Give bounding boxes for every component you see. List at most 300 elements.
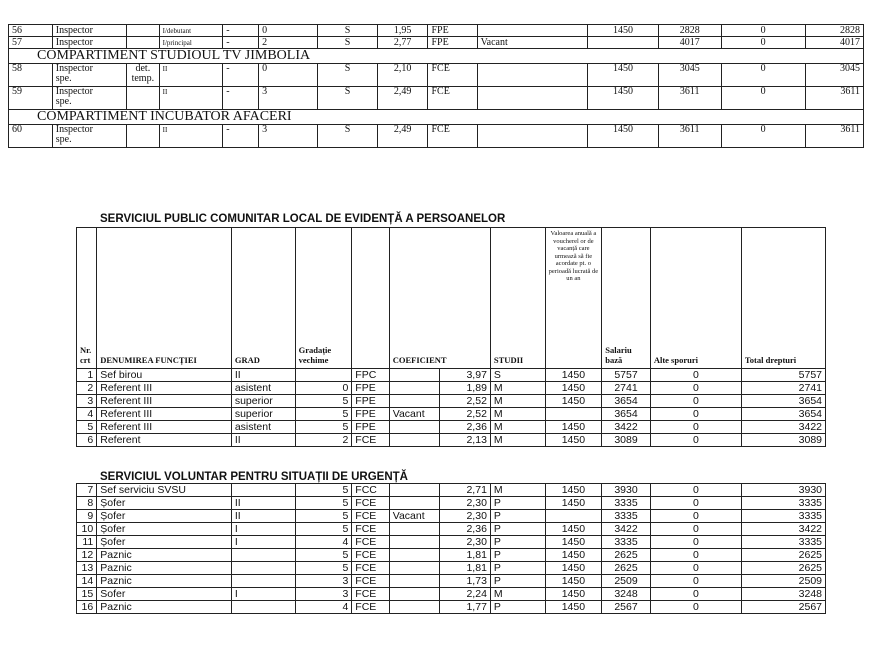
cell-alte: 0 <box>650 588 741 601</box>
cell-grad: II <box>231 510 295 523</box>
cell-functie <box>52 64 126 87</box>
cell-salariu: 2509 <box>602 575 651 588</box>
cell-total: 3089 <box>741 434 825 447</box>
cell-fp: FCE <box>428 125 477 148</box>
cell-vacant <box>389 369 440 382</box>
cell-vacant <box>477 25 588 37</box>
cell-total: 2625 <box>741 549 825 562</box>
cell-coef: 1,89 <box>440 382 491 395</box>
cell-vacant <box>389 588 440 601</box>
cell-functie: Sef serviciu SVSU <box>97 484 232 497</box>
cell-nr: 60 <box>9 125 53 148</box>
table-row <box>77 562 826 575</box>
cell-fp: FCE <box>428 87 477 110</box>
table-row <box>77 421 826 434</box>
cell-alte: 0 <box>650 562 741 575</box>
cell-alte: 0 <box>650 510 741 523</box>
header-salariu: Salariu bază <box>602 228 651 369</box>
section-header-row <box>9 49 864 64</box>
cell-studii: P <box>490 601 545 614</box>
cell-functie: Sef birou <box>97 369 232 382</box>
cell-total: 3335 <box>741 497 825 510</box>
cell-vacant: Vacant <box>389 408 440 421</box>
cell-studii: M <box>490 484 545 497</box>
cell-alte: 0 <box>650 575 741 588</box>
cell-functie: Paznic <box>97 562 232 575</box>
top-staff-table <box>8 24 864 148</box>
cell-valoare: 1450 <box>545 588 602 601</box>
cell-nr: 7 <box>77 484 97 497</box>
tip-line: det. <box>135 63 151 74</box>
cell-c1: - <box>223 64 259 87</box>
cell-valoare: 1450 <box>545 575 602 588</box>
cell-fp: FCE <box>352 497 389 510</box>
cell-coef: 2,49 <box>377 87 428 110</box>
cell-total: 4017 <box>805 37 863 49</box>
cell-grad: II <box>159 125 223 148</box>
functie-line: Inspector <box>55 63 93 74</box>
functie-line-2: spe. <box>55 134 72 145</box>
table-row <box>9 87 864 110</box>
cell-salariu: 3422 <box>602 523 651 536</box>
cell-salariu: 3248 <box>602 588 651 601</box>
cell-valoare <box>588 37 659 49</box>
cell-nr: 5 <box>77 421 97 434</box>
cell-alte: 0 <box>721 125 805 148</box>
cell-coef: 2,71 <box>440 484 491 497</box>
cell-total: 3335 <box>741 536 825 549</box>
cell-gradatie: 5 <box>295 484 352 497</box>
cell-fp: FCE <box>352 601 389 614</box>
cell-gradatie: 0 <box>259 25 318 37</box>
cell-total: 2741 <box>741 382 825 395</box>
cell-fp: FCE <box>352 434 389 447</box>
cell-studii: P <box>490 523 545 536</box>
cell-coef: 2,36 <box>440 523 491 536</box>
cell-studii: M <box>490 408 545 421</box>
header-studii: STUDII <box>490 228 545 369</box>
cell-nr: 15 <box>77 588 97 601</box>
table-row <box>9 64 864 87</box>
cell-studii: P <box>490 536 545 549</box>
cell-total: 2509 <box>741 575 825 588</box>
cell-nr: 11 <box>77 536 97 549</box>
cell-studii: S <box>318 125 377 148</box>
cell-salariu: 3335 <box>602 536 651 549</box>
cell-nr: 1 <box>77 369 97 382</box>
cell-salariu: 5757 <box>602 369 651 382</box>
table-row <box>77 434 826 447</box>
cell-grad: I <box>231 588 295 601</box>
table-row <box>77 549 826 562</box>
cell-grad: superior <box>231 408 295 421</box>
cell-nr: 4 <box>77 408 97 421</box>
cell-studii: M <box>490 421 545 434</box>
cell-coef: 2,24 <box>440 588 491 601</box>
cell-coef: 2,52 <box>440 408 491 421</box>
cell-studii: P <box>490 497 545 510</box>
cell-alte: 0 <box>650 408 741 421</box>
table-row <box>77 497 826 510</box>
cell-functie <box>52 25 126 37</box>
cell-fp: FCE <box>352 523 389 536</box>
table-row <box>9 125 864 148</box>
cell-functie: Referent III <box>97 408 232 421</box>
cell-coef: 2,30 <box>440 536 491 549</box>
cell-gradatie <box>295 369 352 382</box>
cell-tip <box>127 87 160 110</box>
table-row <box>77 523 826 536</box>
cell-total: 3422 <box>741 523 825 536</box>
cell-valoare: 1450 <box>545 484 602 497</box>
cell-fp: FCE <box>352 562 389 575</box>
cell-coef: 1,81 <box>440 562 491 575</box>
cell-tip <box>127 25 160 37</box>
table-row <box>77 575 826 588</box>
cell-grad: I/debutant <box>159 25 223 37</box>
cell-functie: Șofer <box>97 536 232 549</box>
cell-salariu: 3335 <box>602 510 651 523</box>
cell-alte: 0 <box>650 601 741 614</box>
cell-functie: Referent III <box>97 395 232 408</box>
cell-gradatie: 5 <box>295 510 352 523</box>
cell-nr: 57 <box>9 37 53 49</box>
cell-coef: 2,77 <box>377 37 428 49</box>
cell-coef: 1,95 <box>377 25 428 37</box>
cell-fp: FCE <box>428 64 477 87</box>
cell-alte: 0 <box>650 382 741 395</box>
cell-salariu: 2625 <box>602 549 651 562</box>
cell-grad: II <box>159 87 223 110</box>
functie-line-2: spe. <box>55 96 72 107</box>
cell-studii: S <box>318 64 377 87</box>
cell-gradatie: 3 <box>295 575 352 588</box>
cell-alte: 0 <box>721 37 805 49</box>
cell-grad <box>231 562 295 575</box>
cell-grad <box>231 549 295 562</box>
cell-c1: - <box>223 125 259 148</box>
cell-grad <box>231 575 295 588</box>
cell-nr: 58 <box>9 64 53 87</box>
cell-valoare: 1450 <box>545 382 602 395</box>
cell-nr: 13 <box>77 562 97 575</box>
evidenta-table-body <box>77 369 826 447</box>
header-nr-crt: Nr. crt <box>77 228 97 369</box>
cell-studii: S <box>490 369 545 382</box>
cell-functie: Sofer <box>97 588 232 601</box>
cell-gradatie: 4 <box>295 601 352 614</box>
cell-vacant: Vacant <box>477 37 588 49</box>
tip-line-2: temp. <box>131 73 155 84</box>
cell-fp: FPE <box>352 408 389 421</box>
table-row <box>77 536 826 549</box>
functie-line: Inspector <box>55 124 93 135</box>
cell-fp: FCE <box>352 510 389 523</box>
header-denumire: DENUMIREA FUNCȚIEI <box>97 228 232 369</box>
cell-fp: FCC <box>352 484 389 497</box>
cell-gradatie: 5 <box>295 562 352 575</box>
section-header: COMPARTIMENT INCUBATOR AFACERI <box>9 110 864 125</box>
cell-alte: 0 <box>650 369 741 382</box>
cell-salariu: 3089 <box>602 434 651 447</box>
section-title-evidenta: SERVICIUL PUBLIC COMUNITAR LOCAL DE EVIDENȚĂ A PERSOANELOR <box>100 213 506 225</box>
cell-total: 3045 <box>805 64 863 87</box>
header-alte-sporuri: Alte sporuri <box>650 228 741 369</box>
table-header-row <box>77 228 826 369</box>
section-header: COMPARTIMENT STUDIOUL TV JIMBOLIA <box>9 49 864 64</box>
cell-total: 2828 <box>805 25 863 37</box>
cell-studii: S <box>318 87 377 110</box>
cell-functie: Paznic <box>97 575 232 588</box>
cell-c1: - <box>223 25 259 37</box>
cell-valoare: 1450 <box>588 87 659 110</box>
cell-grad: II <box>231 434 295 447</box>
cell-total: 2567 <box>741 601 825 614</box>
cell-alte: 0 <box>650 497 741 510</box>
cell-valoare: 1450 <box>588 125 659 148</box>
cell-valoare: 1450 <box>545 601 602 614</box>
cell-valoare: 1450 <box>545 562 602 575</box>
cell-fp: FCE <box>352 536 389 549</box>
cell-valoare: 1450 <box>545 549 602 562</box>
header-empty-fp <box>352 228 389 369</box>
cell-fp: FCE <box>352 588 389 601</box>
cell-vacant <box>389 562 440 575</box>
cell-coef: 2,52 <box>440 395 491 408</box>
cell-gradatie: 5 <box>295 408 352 421</box>
cell-grad: I/principal <box>159 37 223 49</box>
cell-studii: M <box>490 588 545 601</box>
cell-salariu: 3654 <box>602 395 651 408</box>
cell-vacant <box>389 536 440 549</box>
cell-nr: 16 <box>77 601 97 614</box>
cell-tip <box>127 125 160 148</box>
cell-salariu: 2828 <box>658 25 721 37</box>
cell-fp: FPC <box>352 369 389 382</box>
cell-gradatie: 5 <box>295 523 352 536</box>
cell-alte: 0 <box>650 536 741 549</box>
cell-coef: 1,77 <box>440 601 491 614</box>
cell-vacant <box>389 382 440 395</box>
cell-coef: 1,73 <box>440 575 491 588</box>
cell-gradatie: 0 <box>259 64 318 87</box>
cell-studii: M <box>490 382 545 395</box>
cell-salariu: 3045 <box>658 64 721 87</box>
cell-fp: FPE <box>428 25 477 37</box>
header-total-drepturi: Total drepturi <box>741 228 825 369</box>
svsu-table <box>76 483 826 614</box>
cell-total: 3654 <box>741 408 825 421</box>
cell-studii: P <box>490 562 545 575</box>
cell-functie: Șofer <box>97 523 232 536</box>
cell-nr: 14 <box>77 575 97 588</box>
header-valoare-vouchere: Valoarea anuală a voucherel or de vacanță care urmează să fie acordate pt. o perioadă lucrată de un an <box>545 228 602 369</box>
cell-valoare <box>545 408 602 421</box>
cell-grad: II <box>159 64 223 87</box>
table-row <box>77 484 826 497</box>
cell-salariu: 3611 <box>658 87 721 110</box>
cell-nr: 9 <box>77 510 97 523</box>
cell-total: 3335 <box>741 510 825 523</box>
table-row <box>77 588 826 601</box>
cell-vacant <box>389 549 440 562</box>
cell-functie: Paznic <box>97 549 232 562</box>
cell-coef: 3,97 <box>440 369 491 382</box>
cell-functie: Șofer <box>97 497 232 510</box>
cell-salariu: 2741 <box>602 382 651 395</box>
cell-salariu: 3422 <box>602 421 651 434</box>
cell-functie: Șofer <box>97 510 232 523</box>
cell-c1: - <box>223 87 259 110</box>
cell-fp: FPE <box>352 395 389 408</box>
cell-nr: 12 <box>77 549 97 562</box>
header-grad: GRAD <box>231 228 295 369</box>
cell-alte: 0 <box>721 87 805 110</box>
cell-gradatie: 5 <box>295 395 352 408</box>
cell-studii: S <box>318 25 377 37</box>
cell-functie: Referent <box>97 434 232 447</box>
cell-salariu: 4017 <box>658 37 721 49</box>
cell-valoare: 1450 <box>545 536 602 549</box>
table-row <box>77 510 826 523</box>
cell-nr: 10 <box>77 523 97 536</box>
cell-vacant: Vacant <box>389 510 440 523</box>
cell-nr: 3 <box>77 395 97 408</box>
cell-gradatie: 5 <box>295 421 352 434</box>
cell-vacant <box>389 497 440 510</box>
cell-salariu: 3654 <box>602 408 651 421</box>
cell-total: 3611 <box>805 87 863 110</box>
cell-gradatie: 2 <box>295 434 352 447</box>
cell-studii: P <box>490 549 545 562</box>
cell-grad: I <box>231 523 295 536</box>
cell-valoare: 1450 <box>588 25 659 37</box>
cell-gradatie: 3 <box>259 125 318 148</box>
cell-fp: FPE <box>428 37 477 49</box>
cell-functie <box>52 87 126 110</box>
cell-valoare: 1450 <box>545 369 602 382</box>
cell-alte: 0 <box>650 549 741 562</box>
functie-line: Inspector <box>55 86 93 97</box>
cell-fp: FPE <box>352 382 389 395</box>
functie-line-2: spe. <box>55 73 72 84</box>
cell-alte: 0 <box>721 64 805 87</box>
header-coeficient: COEFICIENT <box>389 228 490 369</box>
cell-functie <box>52 125 126 148</box>
cell-valoare: 1450 <box>545 497 602 510</box>
top-table-body <box>9 25 864 148</box>
cell-total: 3654 <box>741 395 825 408</box>
cell-gradatie: 4 <box>295 536 352 549</box>
cell-tip <box>127 37 160 49</box>
cell-vacant <box>389 395 440 408</box>
cell-coef: 2,30 <box>440 497 491 510</box>
table-row <box>77 395 826 408</box>
cell-coef: 2,10 <box>377 64 428 87</box>
cell-coef: 2,36 <box>440 421 491 434</box>
cell-total: 5757 <box>741 369 825 382</box>
functie-line: Inspector <box>55 24 93 36</box>
cell-fp: FCE <box>352 575 389 588</box>
cell-total: 3422 <box>741 421 825 434</box>
cell-alte: 0 <box>650 395 741 408</box>
cell-nr: 2 <box>77 382 97 395</box>
cell-gradatie: 2 <box>259 37 318 49</box>
cell-valoare <box>545 510 602 523</box>
cell-salariu: 2625 <box>602 562 651 575</box>
cell-fp: FPE <box>352 421 389 434</box>
cell-grad: asistent <box>231 421 295 434</box>
evidenta-persoane-table <box>76 227 826 447</box>
cell-grad <box>231 484 295 497</box>
cell-total: 2625 <box>741 562 825 575</box>
header-gradatie: Gradație vechime <box>295 228 352 369</box>
cell-vacant <box>389 575 440 588</box>
table-row <box>77 382 826 395</box>
cell-salariu: 2567 <box>602 601 651 614</box>
cell-coef: 1,81 <box>440 549 491 562</box>
cell-functie: Referent III <box>97 421 232 434</box>
table-row <box>9 25 864 37</box>
section-title-svsu: SERVICIUL VOLUNTAR PENTRU SITUAȚII DE URGENȚĂ <box>100 471 408 483</box>
cell-grad: II <box>231 497 295 510</box>
table-row <box>77 408 826 421</box>
cell-nr: 8 <box>77 497 97 510</box>
cell-vacant <box>477 87 588 110</box>
cell-studii: S <box>318 37 377 49</box>
cell-salariu: 3930 <box>602 484 651 497</box>
cell-salariu: 3611 <box>658 125 721 148</box>
cell-alte: 0 <box>650 434 741 447</box>
cell-c1: - <box>223 37 259 49</box>
cell-coef: 2,30 <box>440 510 491 523</box>
cell-gradatie: 5 <box>295 497 352 510</box>
cell-salariu: 3335 <box>602 497 651 510</box>
section-header-row <box>9 110 864 125</box>
cell-nr: 56 <box>9 25 53 37</box>
cell-grad <box>231 601 295 614</box>
svsu-table-body <box>77 484 826 614</box>
cell-vacant <box>477 64 588 87</box>
cell-vacant <box>389 523 440 536</box>
cell-valoare: 1450 <box>545 523 602 536</box>
cell-nr: 59 <box>9 87 53 110</box>
cell-coef: 2,13 <box>440 434 491 447</box>
cell-vacant <box>389 484 440 497</box>
cell-valoare: 1450 <box>545 421 602 434</box>
cell-alte: 0 <box>650 484 741 497</box>
functie-line: Inspector <box>55 36 93 48</box>
table-row <box>9 37 864 49</box>
cell-studii: P <box>490 575 545 588</box>
cell-alte: 0 <box>650 523 741 536</box>
cell-studii: M <box>490 395 545 408</box>
cell-gradatie: 0 <box>295 382 352 395</box>
cell-vacant <box>389 434 440 447</box>
table-row <box>77 601 826 614</box>
cell-grad: II <box>231 369 295 382</box>
cell-nr: 6 <box>77 434 97 447</box>
cell-gradatie: 3 <box>259 87 318 110</box>
cell-grad: asistent <box>231 382 295 395</box>
cell-valoare: 1450 <box>588 64 659 87</box>
cell-vacant <box>477 125 588 148</box>
cell-gradatie: 3 <box>295 588 352 601</box>
cell-alte: 0 <box>650 421 741 434</box>
cell-functie: Referent III <box>97 382 232 395</box>
cell-coef: 2,49 <box>377 125 428 148</box>
cell-grad: I <box>231 536 295 549</box>
